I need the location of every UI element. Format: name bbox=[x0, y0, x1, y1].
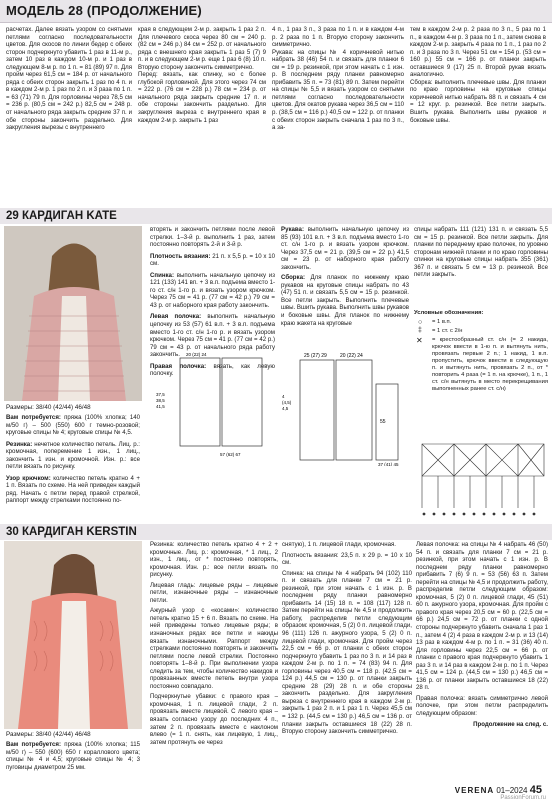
s30-right-front: Правая полочка: вязать симметрично левой полочке, при этом петли распределить следующим образом: bbox=[416, 694, 548, 718]
m28-column-3 bbox=[272, 26, 404, 216]
s29-schematic-back bbox=[150, 348, 278, 466]
s29-schematic bbox=[280, 348, 408, 466]
s29-rib: нечетное количество петель. Лиц. р.: кромочная, поперемение 1 изн., 1 лиц., закончить 1 изн. и кромочной. Изн. р.: все петли вязать по рисунку. bbox=[6, 440, 140, 471]
page-title: МОДЕЛЬ 28 (ПРОДОЛЖЕНИЕ) bbox=[6, 3, 202, 18]
m28-text-front: Перед: вязать, как спинку, но с более глубокой горловиной. Для этого через 74 см = 222 р. (76 см = 228 р.) 78 см = 234 р. от начального ряда закрыть средние 17 п. и обе стороны закончить раздельно. Для закругления выреза с внутреннего края в каждом 2-м р. закрыть 1 раз bbox=[138, 71, 266, 124]
diag29-dim45a: (4,5) bbox=[282, 400, 292, 405]
m28-text-sleeves: Рукава: на спицы № 4 коричневой нитью набрать 38 (46) 54 п. и связать для планки 6 см = 19 р. резинкой, при этом начать с 1 изн. р. В последнем ряду планки равномерно прибавить 35 п. = 73 (81) 89 п. Затем перейти на спицы № 5,5 и вязать узором со снятыми петлями согласно последовательности цветов. Для окатов рукава через 36,5 см = 110 р. (38,5 см = 116 р.) 40,5 см = 122 р. от планки с обеих сторон закрыть сначала 1 раз по 3 п., а за- bbox=[272, 48, 404, 132]
double-crochet-icon: ‡ bbox=[418, 327, 422, 334]
diag29-back-h-3: 41,5 bbox=[156, 404, 165, 409]
s29-need: пряжа (100% хлопка; 140 м/50 г) – 500 (550) 600 г темно-розовой; круговые спицы № 4; круговые спицы № 4,5. bbox=[6, 414, 140, 437]
s29-left-front-label: Левая полочка: bbox=[150, 313, 202, 321]
s29-density: 21 п. x 5,5 р. = 10 x 10 см. bbox=[150, 252, 275, 268]
m28-text-assembly: Сборка: выполнить плечевые швы. Для планки по краю горловины на круговые спицы коричневой нитью набрать 88 п. и связать 4 см = 12 круг. р. резинкой. Все петли закрыть. Вшить рукава. Выполнить швы рукавов и боковые швы. bbox=[410, 78, 546, 124]
s29-text-4: спицы набрать 111 (121) 131 п. и связать 5,5 см = 15 р. резинкой. Все петли закрыть. Для планки по переднему краю полочек, по уровню сторонам нижней планки и по краю горловины спинки на круговые спицы набрать 355 (361) 367 п. и связать 5 см = 13 р. резинкой. Все петли закрыть. bbox=[414, 226, 548, 279]
m28-text-3: 4 п., 1 раз 3 п., 3 раза по 1 п. и в каждом 4-м р. 2 раза по 1 п. Вторую сторону закончить симметрично. bbox=[272, 26, 404, 49]
s30-lace-pattern: Ажурный узор с «косами»: количество петель кратно 15 + 6 п. Вязать по схеме. На ней приведены только лицевые ряды; в изнаночных рядах все петли и накиды вязать изнаночными. Раппорт между стрелками постоянно повторять и закончить петлями после левой стрелки. Постоянно повторять 1–8-й р. При выполнении узора следить за тем, чтобы количество накидов и провязанных вместе петель внутри узора постоянно совпадало. bbox=[150, 607, 278, 690]
s29-right-front: вязать, как левую полочку. bbox=[150, 362, 275, 378]
s29-sleeves-label: Рукава: bbox=[281, 226, 304, 233]
crochet-chart bbox=[414, 424, 548, 524]
s29-legend bbox=[414, 310, 548, 422]
m28-text-2: края в следующем 2-м р. закрыть 1 раз 2 п. Для плечевого скоса через 80 см = 240 р. (82 см = 246 р.) 84 см = 252 р. от начального ряда с внешнего края закрыть 1 раз 5 (7) 9 п. и в следующем 2-м р. еще 1 раз 6 (8) 10 п. Вторую сторону закончить симметрично. bbox=[138, 26, 266, 71]
s30-rib: Резинка: количество петель кратно 4 + 2 + кромочные. Лиц. р.: кромочная, * 1 лиц., 2 изн., 1 лиц., от * постоянно повторять, кромочная. Изн. р.: все петли вязать по рисунку. bbox=[150, 541, 278, 579]
legend-title: Условные обозначения: bbox=[414, 310, 484, 316]
s30-column-1 bbox=[6, 741, 140, 791]
footer-issue: 01–2024 bbox=[496, 786, 528, 795]
chain-icon: ○ bbox=[418, 319, 423, 326]
s29-pattern: количество петель кратно 4 + 1 п. Вязать по схеме. На ней приведен каждый ряд. Начать с петли перед правой стрелкой, раппорт между стрелками постоянно по- bbox=[6, 474, 140, 505]
cardigan-kerstin-photo bbox=[4, 541, 142, 729]
s29-assembly-label: Сборка: bbox=[281, 274, 305, 282]
page-header bbox=[0, 0, 552, 23]
s30-text-a: снятую), 1 п. лицевой глади, кромочная. bbox=[282, 541, 396, 548]
diag29-back-top: 20 (22) 24 bbox=[340, 353, 363, 359]
diag29-dim4: 4 bbox=[282, 394, 285, 399]
m28-text-4: тем в каждом 2-м р. 2 раза по 3 п., 5 раз по 1 п., в каждом 4-м р. 3 раза по 1 п., затем снова в каждом 2-м р. закрыть 4 раза по 1 п., 1 раз по 2 п. и 3 раза по 3 п. Через 51 см = 154 р. (53 см = 160 р.) 55 см = 166 р. от планки закрыть оставшиеся 9 (17) 25 п. Второй рукав вязать аналогично. bbox=[410, 26, 546, 79]
m28-column-2 bbox=[138, 26, 266, 216]
s30-back: Спинка: на спицы № 4 набрать 94 (102) 110 п. и связать для планки 7 см = 21 р. резинкой, при этом начать с 1 изн. р. В последнем ряду планки равномерно прибавить 14 (15) 18 п. = 108 (117) 128 п. Затем перейти на спицы № 4,5 и продолжить работу, распределив петли следующим образом: кромочная, 5 (2) 0 п. лицевой глади, 96 (111) 126 п. ажурного узора, 5 (2) 0 п. лицевой глади, кромочная. Для пройм через 22,5 см = 66 р. от планки с обеих сторон подчеркнуто убавить 1 раз по 3 п. и 14 раз в каждом 2-м р. по 1 п. = 74 (83) 94 п. Для горловины через 40,5 см = 118 р. (42,5 см = 124 р.) 44,5 см = 130 р. от планки закрыть средние 28 (29) 28 п. и обе стороны закончить раздельно. Для закругления выреза с внутреннего края в каждом 2-м р. закрыть 1 раз 2 п. и 1 раз 1 п. Через 45,5 см = 132 р. (44,5 см = 130 р.) 46,5 см = 136 р. от планки закрыть оставшиеся 18 (22) 28 п. Вторую сторону закончить симметрично. bbox=[282, 569, 412, 736]
diag29-back-h-2: 38,5 bbox=[156, 398, 165, 403]
s29-back-label: Спинка: bbox=[150, 271, 174, 279]
diag29-front-top: 25 (27) 29 bbox=[304, 353, 327, 359]
diag29-sleeve-w: 37 (41) 45 bbox=[378, 462, 399, 466]
diag29-back-width: 20 (22) 24 bbox=[186, 352, 207, 357]
s29-text-2: вторять и закончить петлями после левой стрелки. 1–3-й р. выполнить 1 раз, затем постоянно повторять 2-й и 3-й р. bbox=[150, 226, 275, 249]
section-29-title: 29 КАРДИГАН KATE bbox=[6, 210, 117, 222]
cross-stitch-icon: ✕ bbox=[416, 336, 423, 345]
s30-decreases: Подчеркнутые убавки: с правого края – кромочная, 1 п. лицевой глади, 2 п. провязать вместе лицевой. С левого края – вязать согласно узору до последних 4 п., затем 2 п. провязать вместе с наклоном влево (= 1 п. снять, как лицевую, 1 лиц., затем протянуть ее через bbox=[150, 693, 278, 746]
continued-note: Продолжение на след. с. bbox=[473, 720, 548, 728]
s30-need-label: Вам потребуется: bbox=[6, 741, 61, 748]
s29-back: выполнить начальную цепочку из 121 (133) 141 вп. + 3 в.п. подъема вместо 1-го ст. с/н 1-го р. и вязать узором крючком. Через 75 см = 41 р. (77 см = 42 р.) 79 см = 43 р. от наборного края работу закончить. bbox=[150, 271, 275, 309]
s30-left-front: Левая полочка: на спицы № 4 набрать 46 (50) 54 п. и связать для планки 7 см = 21 р. резинкой, при этом начать с 1 изн. р. В последнем ряду планки равномерно прибавить 7 (6) 9 п. = 53 (56) 63 п. Затем перейти на спицы № 4,5 и продолжить работу, распределив петли следующим образом: кромочная, 5 (2) 0 п. лицевой глади, 45 (51) 60 п. ажурного узора, кромочная. Для пройм с правого края через 20,5 см = 60 р. (22,5 см = 66 р.) 24,5 см = 72 р. от планки с одной стороны подчеркнуто убавить сначала 1 раз 1 п., затем 4 (2) 4 раза в каждом 2-м р. и 13 (14) 13 раз в каждом 4-м р. по 1 п. = 31 (36) 40 п. Для горловины через 22,5 см = 66 р. от планки с правого края подчеркнуто убавить 1 раз 3 п. и 14 раз в каждом 2-м р. по 1 п. Через 41,5 см = 124 р. (44,5 см = 130 р.) 46,5 см = 136 р. от планки закрыть оставшиеся 18 (22) 28 п. bbox=[416, 541, 548, 692]
s30-stockinette: Лицевая гладь: лицевые ряды – лицевые петли, изнаночные ряды – изнаночные петли. bbox=[150, 581, 278, 604]
s29-need-label: Вам потребуется: bbox=[6, 414, 61, 421]
s29-column-4 bbox=[414, 226, 548, 308]
s30-column-2 bbox=[150, 541, 278, 791]
diag29-dim45b: 4,5 bbox=[282, 406, 289, 411]
s30-density: Плотность вязания: 23,5 п. x 29 р. = 10 x 10 см. bbox=[282, 551, 412, 567]
s30-column-3 bbox=[282, 541, 412, 791]
diag29-sleeve-h: 55 bbox=[380, 419, 386, 425]
diag29-back-bottom: 57 (62) 67 bbox=[220, 452, 241, 457]
legend-chain: = 1 в.п. bbox=[432, 319, 452, 325]
section-30-header bbox=[0, 524, 552, 540]
footer-brand: VERENA bbox=[454, 786, 495, 795]
s29-right-front-label: Правая полочка: bbox=[150, 362, 207, 370]
section-29-header bbox=[0, 208, 552, 224]
diag29-back-h-1: 37,5 bbox=[156, 392, 165, 397]
legend-cross: = крестообразный ст. с/н (= 2 накида, крючок ввести в 1-ю п. и вытянуть нить, провязать первые 2 п.; 1 накид, 1 в.п. пропустить, крючок ввести в следующую п. и вытянуть нить, провязать 2 п., от * повторить 4 раза (= 1 п. на крючке), 1 п., 1 ст. с/н вытянуть в место перекрещивания выполненных ранее ст. с/н) bbox=[432, 337, 548, 392]
s29-assembly: Для планок по нижнему краю рукавов на круговые спицы набрать по 43 (47) 51 п. и связать 5,5 см = 15 р. резинкой. Все петли закрыть. Выполнить плечевые швы. Вшить рукава. Выполнить швы рукавов и боковые швы. Для планок по нижнему краю жакета на круговые bbox=[281, 274, 409, 327]
s29-left-front: выполнить начальную цепочку из 53 (57) 61 в.п. + 3 в.п. подъема вместо 1-го ст. с/н 1-го р. и вязать узором крючком. Через 75 см = 41 р. (77 см = 42 р.) 79 см = 43 р. от начального ряда работу закончить. bbox=[150, 313, 275, 359]
s30-sizes: Размеры: 38/40 (42/44) 46/48 bbox=[6, 731, 91, 738]
s29-pattern-label: Узор крючком: bbox=[6, 474, 51, 482]
section-30-title: 30 КАРДИГАН KERSTIN bbox=[6, 526, 137, 538]
m28-column-4 bbox=[410, 26, 546, 216]
cardigan-kate-photo bbox=[4, 226, 142, 401]
s29-column-1 bbox=[6, 414, 140, 540]
legend-dc: = 1 ст. с 2/н bbox=[432, 328, 463, 334]
watermark: PassionForum.ru bbox=[500, 795, 546, 801]
m28-column-1 bbox=[6, 26, 132, 216]
s29-rib-label: Резинка: bbox=[6, 440, 33, 448]
s30-need: пряжа (100% хлопка; 115 м/50 г) – 550 (600) 650 г кораллового цвета; спицы № 4 и 4,5; круговые спицы № 4; 3 пуговицы диаметром 25 мм. bbox=[6, 741, 140, 771]
m28-text-1: расчетах. Далее вязать узором со снятыми петлями согласно последовательности цветов. Для скосов по линии бедер с обеих сторон подчеркнуто убавить 1 раз в 11-м р., затем 10 раз в каждом 10-м р. и 1 раз в следующем 8-м р. по 1 п. = 81 (89) 97 п. Для пройм через 61,5 см = 184 р. от начального ряда с обеих сторон закрыть 1 раз по 4 п. и в каждом 2-м р. 1 раз по 2 п. и 3 раза по 1 п. = 63 (71) 79 п. Для горловины через 78,5 см = 236 р. (80,5 см = 242 р.) 82,5 см = 248 р. от начального ряда закрыть средние 37 п. и обе стороны закончить раздельно. Для закругления вырезы с внутреннего bbox=[6, 26, 132, 132]
s29-sleeves: выполнить начальную цепочку из 85 (93) 101 в.п. + 3 в.п. подъема вместо 1-го ст. с/н 1-го р. и вязать узором крючком. Через 37,5 см = 21 р. (39,5 см = 22 р.) 41,5 см = 23 р. от наборного края работу закончить. bbox=[281, 226, 409, 271]
s30-column-4 bbox=[416, 541, 548, 771]
footer-page: 45 bbox=[529, 784, 542, 796]
s29-sizes: Размеры: 38/40 (42/44) 46/48 bbox=[6, 404, 91, 411]
s29-column-3 bbox=[281, 226, 409, 346]
s29-density-label: Плотность вязания: bbox=[150, 252, 211, 260]
